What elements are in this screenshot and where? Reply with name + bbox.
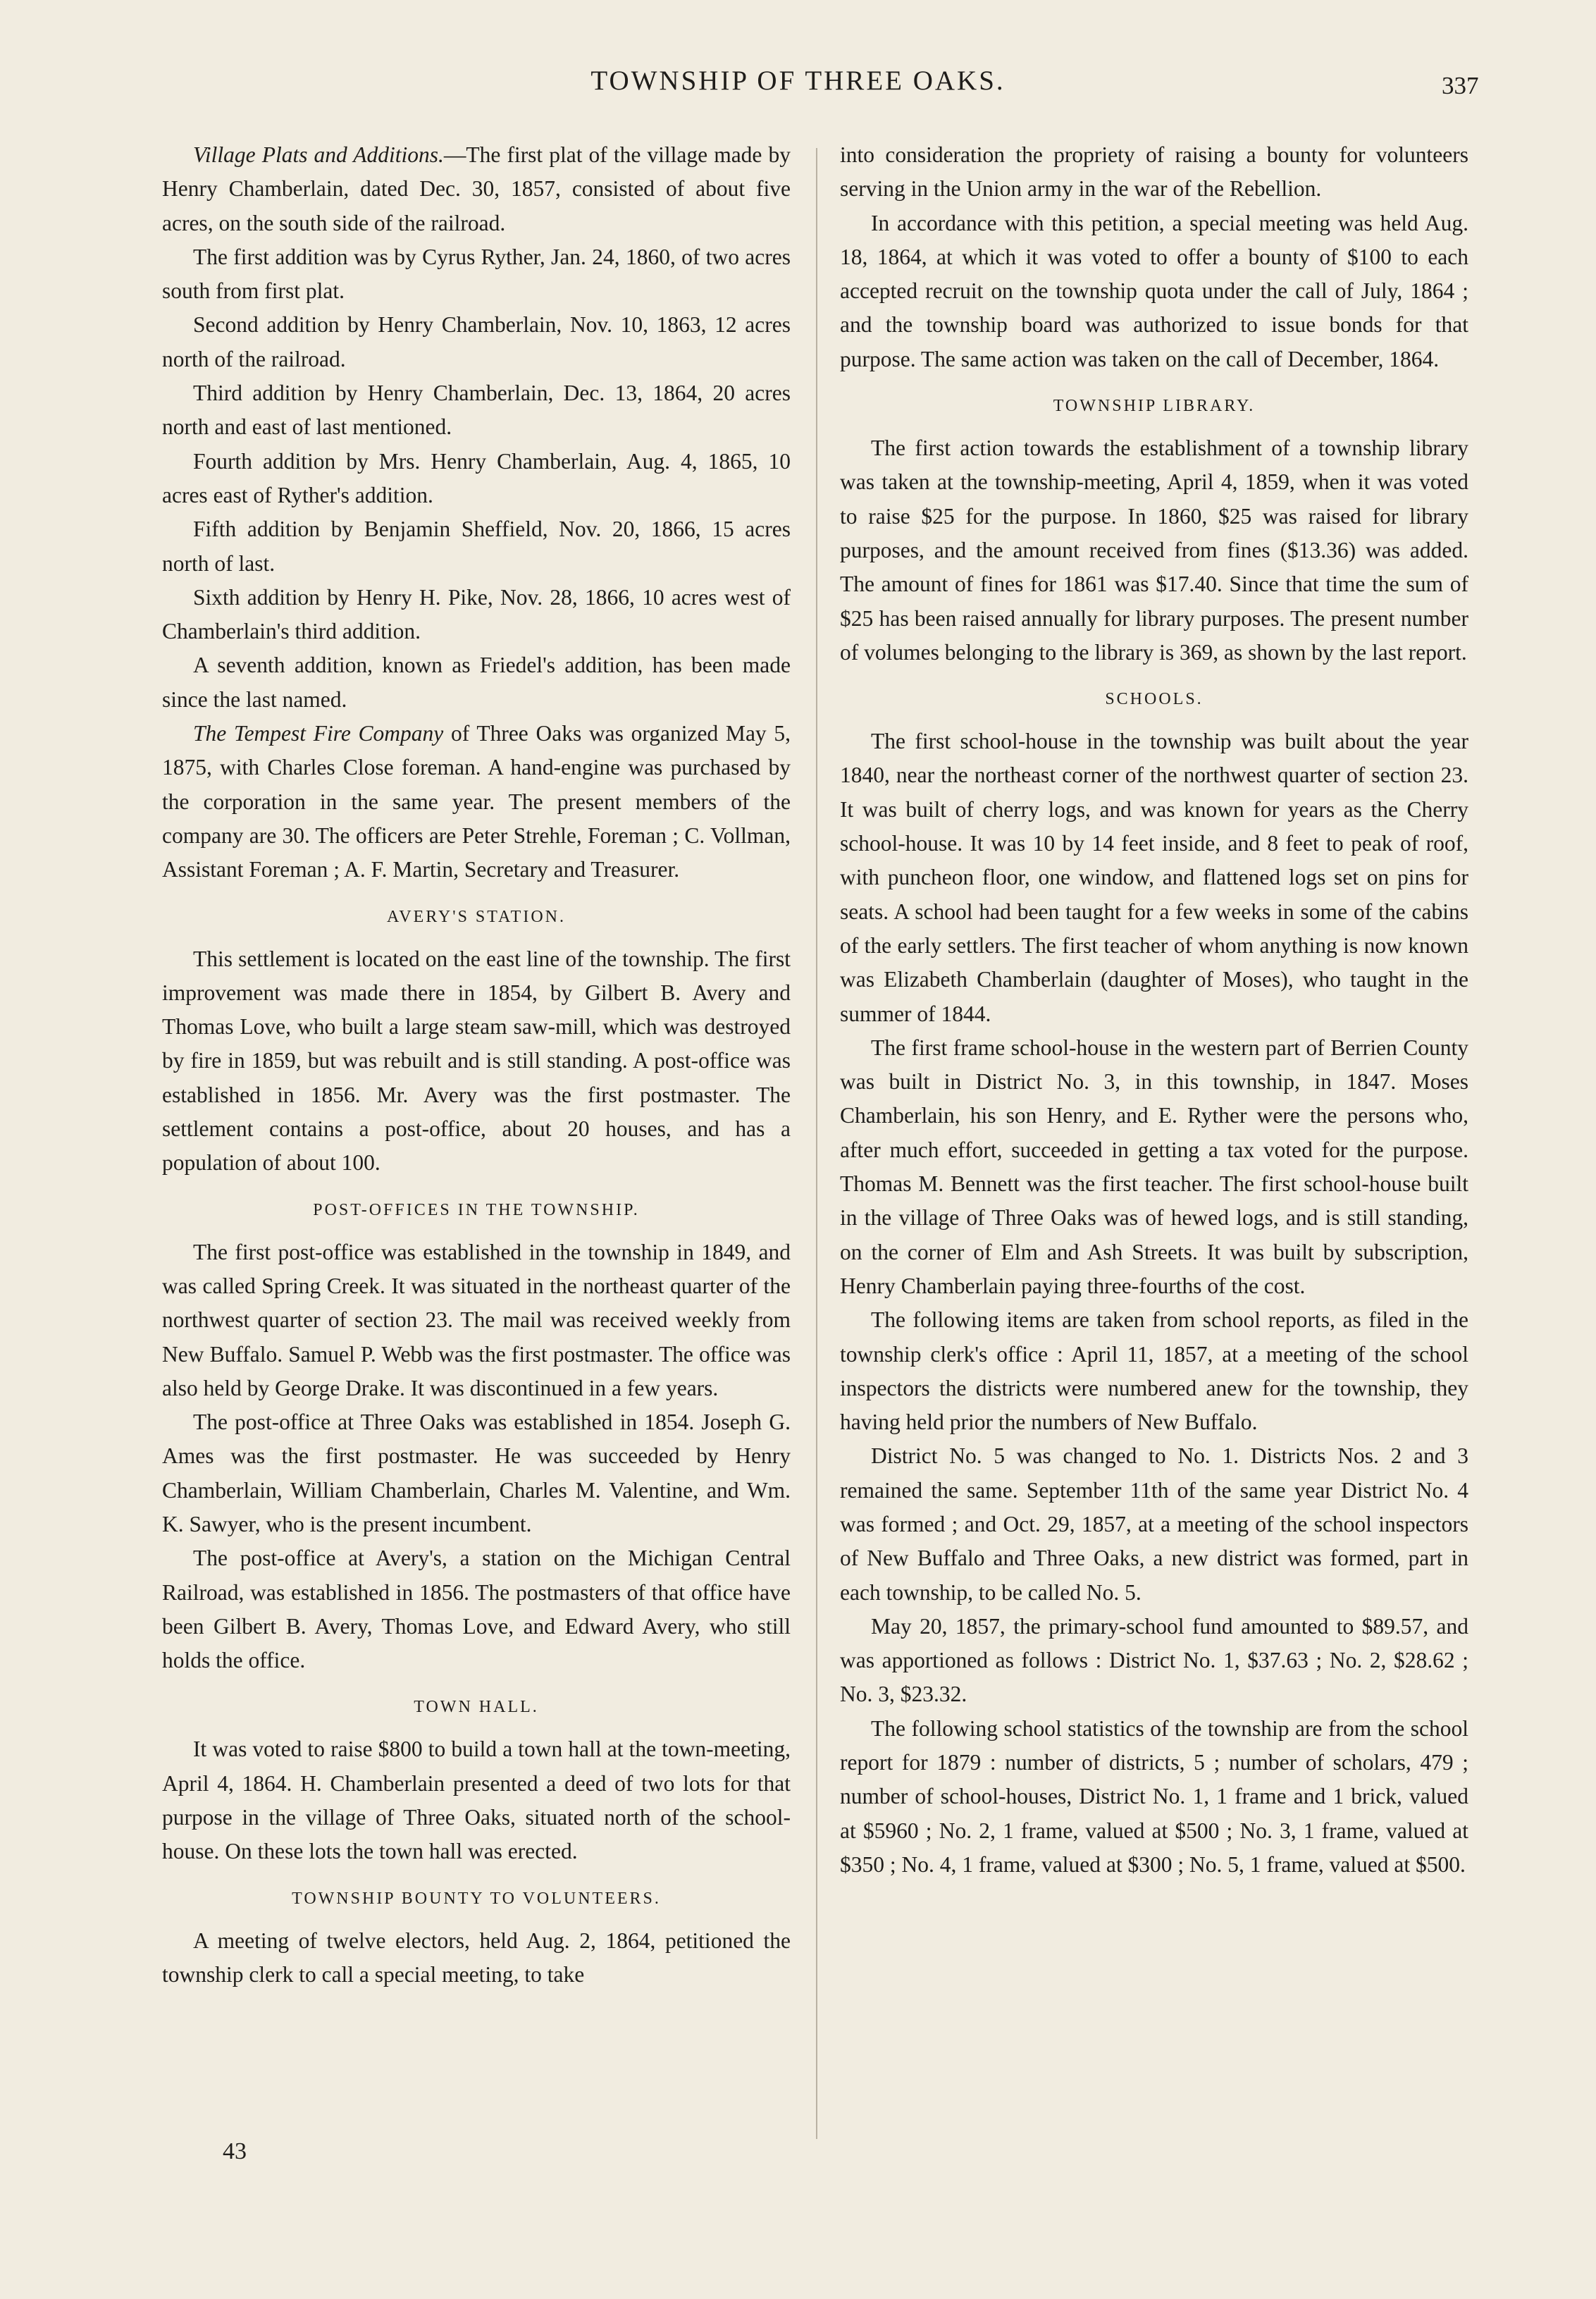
column-divider <box>816 148 817 2139</box>
left-column <box>162 138 791 1992</box>
running-title: TOWNSHIP OF THREE OAKS. <box>590 66 1006 96</box>
paragraph: Fifth addition by Benjamin Sheffield, Nov. 20, 1866, 15 acres north of last. <box>162 517 791 576</box>
section-heading-town-hall: TOWN HALL. <box>414 1698 539 1717</box>
paragraph: A meeting of twelve electors, held Aug. 2, 1864, petitioned the township clerk to call a special meeting, to take <box>162 1928 791 1987</box>
village-plats-lead: Village Plats and Additions. <box>193 142 444 167</box>
paragraph: May 20, 1857, the primary-school fund amounted to $89.57, and was apportioned as follows : District No. 1, $37.63 ; No. 2, $28.62 ; No. 3, $23.32. <box>840 1613 1468 1707</box>
paragraph: A seventh addition, known as Friedel's addition, has been made since the last named. <box>162 653 791 712</box>
paragraph: Fourth addition by Mrs. Henry Chamberlain, Aug. 4, 1865, 10 acres east of Ryther's addition. <box>162 448 791 507</box>
section-heading-avery: AVERY'S STATION. <box>387 907 566 926</box>
signature-mark: 43 <box>223 2138 247 2164</box>
village-plats-paragraph <box>162 138 791 240</box>
paragraph: Sixth addition by Henry H. Pike, Nov. 28, 1866, 10 acres west of Chamberlain's third addition. <box>162 584 791 644</box>
paragraph: The following items are taken from school reports, as filed in the township clerk's office : April 11, 1857, at a meeting of the school inspectors the districts were numbered anew for the township, they having held prior the numbers of New Buffalo. <box>840 1307 1468 1435</box>
fire-company-text: of Three Oaks was organized May 5, 1875, with Charles Close foreman. A hand-engine was purchased by the corporation in the same year. The present members of the company are 30. The officers are Peter Strehle, Foreman ; C. Vollman, Assistant Foreman ; A. F. Martin, Secretary and Treasurer. <box>162 721 791 882</box>
paragraph: The first frame school-house in the western part of Berrien County was built in District No. 3, in this township, in 1847. Moses Chamberlain, his son Henry, and E. Ryther were the persons who, after much effort, succeeded in getting a tax voted for the purpose. Thomas M. Bennett was the first teacher. The first school-house built in the village of Three Oaks was of hewed logs, and is still standing, on the corner of Elm and Ash Streets. It was built by subscription, Henry Chamberlain paying three-fourths of the cost. <box>840 1035 1468 1298</box>
right-column <box>840 138 1468 1882</box>
section-heading-library: TOWNSHIP LIBRARY. <box>1053 397 1256 416</box>
paragraph: Third addition by Henry Chamberlain, Dec. 13, 1864, 20 acres north and east of last mentioned. <box>162 381 791 440</box>
section-heading-bounty: TOWNSHIP BOUNTY TO VOLUNTEERS. <box>292 1889 661 1908</box>
village-plats-text: —The first plat of the village made by Henry Chamberlain, dated Dec. 30, 1857, consisted of about five acres, on the south side of the railroad. <box>162 142 791 235</box>
paragraph: The first school-house in the township was built about the year 1840, near the northeast corner of the northwest quarter of section 23. It was built of cherry logs, and was known for years as the Cherry school-house. It was 10 by 14 feet inside, and 8 feet to peak of roof, with puncheon floor, one window, and flattened logs set on pins for seats. A school had been taught for a few weeks in some of the cabins of the early settlers. The first teacher of whom anything is now known was Elizabeth Chamberlain (daughter of Moses), who taught in the summer of 1844. <box>840 729 1468 1026</box>
section-heading-post-offices: POST-OFFICES IN THE TOWNSHIP. <box>313 1200 640 1219</box>
paragraph: The post-office at Avery's, a station on the Michigan Central Railroad, was established in 1856. The postmasters of that office have been Gilbert B. Avery, Thomas Love, and Edward Avery, who still holds the office. <box>162 1546 791 1673</box>
fire-company-lead: The Tempest Fire Company <box>193 721 444 746</box>
paragraph: Second addition by Henry Chamberlain, Nov. 10, 1863, 12 acres north of the railroad. <box>162 312 791 371</box>
paragraph: into consideration the propriety of raising a bounty for volunteers serving in the Union army in the war of the Rebellion. <box>840 142 1468 202</box>
fire-company-paragraph <box>162 717 791 887</box>
paragraph: The first post-office was established in the township in 1849, and was called Spring Creek. It was situated in the northeast quarter of the northwest quarter of section 23. The mail was received weekly from New Buffalo. Samuel P. Webb was the first postmaster. The office was also held by George Drake. It was discontinued in a few years. <box>162 1239 791 1400</box>
paragraph: The following school statistics of the township are from the school report for 1879 : number of districts, 5 ; number of scholars, 479 ; number of school-houses, District No. 1, 1 frame and 1 brick, valued at $5960 ; No. 2, 1 frame, valued at $500 ; No. 3, 1 frame, valued at $350 ; No. 4, 1 frame, valued at $300 ; No. 5, 1 frame, valued at $500. <box>840 1715 1468 1877</box>
paragraph: District No. 5 was changed to No. 1. Districts Nos. 2 and 3 remained the same. September 11th of the same year District No. 4 was formed ; and Oct. 29, 1857, at a meeting of the school inspectors of New Buffalo and Three Oaks, a new district was formed, part in each township, to be called No. 5. <box>840 1443 1468 1605</box>
paragraph: The first addition was by Cyrus Ryther, Jan. 24, 1860, of two acres south from first plat. <box>162 244 791 304</box>
paragraph: It was voted to raise $800 to build a town hall at the town-meeting, April 4, 1864. H. Chamberlain presented a deed of two lots for that purpose in the village of Three Oaks, situated north of the school-house. On these lots the town hall was erected. <box>162 1737 791 1864</box>
paragraph: In accordance with this petition, a special meeting was held Aug. 18, 1864, at which it was voted to offer a bounty of $100 to each accepted recruit on the township quota under the call of July, 1864 ; and the township board was authorized to issue bonds for that purpose. The same action was taken on the call of December, 1864. <box>840 210 1468 371</box>
section-heading-schools: SCHOOLS. <box>1105 690 1204 709</box>
paragraph: The post-office at Three Oaks was established in 1854. Joseph G. Ames was the first postmaster. He was succeeded by Henry Chamberlain, William Chamberlain, Charles M. Valentine, and Wm. K. Sawyer, who is the present incumbent. <box>162 1410 791 1536</box>
paragraph: The first action towards the establishment of a township library was taken at the township-meeting, April 4, 1859, when it was voted to raise $25 for the purpose. In 1860, $25 was raised for library purposes, and the amount received from fines ($13.36) was added. The amount of fines for 1861 was $17.40. Since that time the sum of $25 has been raised annually for library purposes. The present number of volumes belonging to the library is 369, as shown by the last report. <box>840 436 1468 665</box>
page-number: 337 <box>1442 72 1479 99</box>
paragraph: This settlement is located on the east line of the township. The first improvement was made there in 1854, by Gilbert B. Avery and Thomas Love, who built a large steam saw-mill, which was destroyed by fire in 1859, but was rebuilt and is still standing. A post-office was established in 1856. Mr. Avery was the first postmaster. The settlement contains a post-office, about 20 houses, and has a population of about 100. <box>162 946 791 1176</box>
